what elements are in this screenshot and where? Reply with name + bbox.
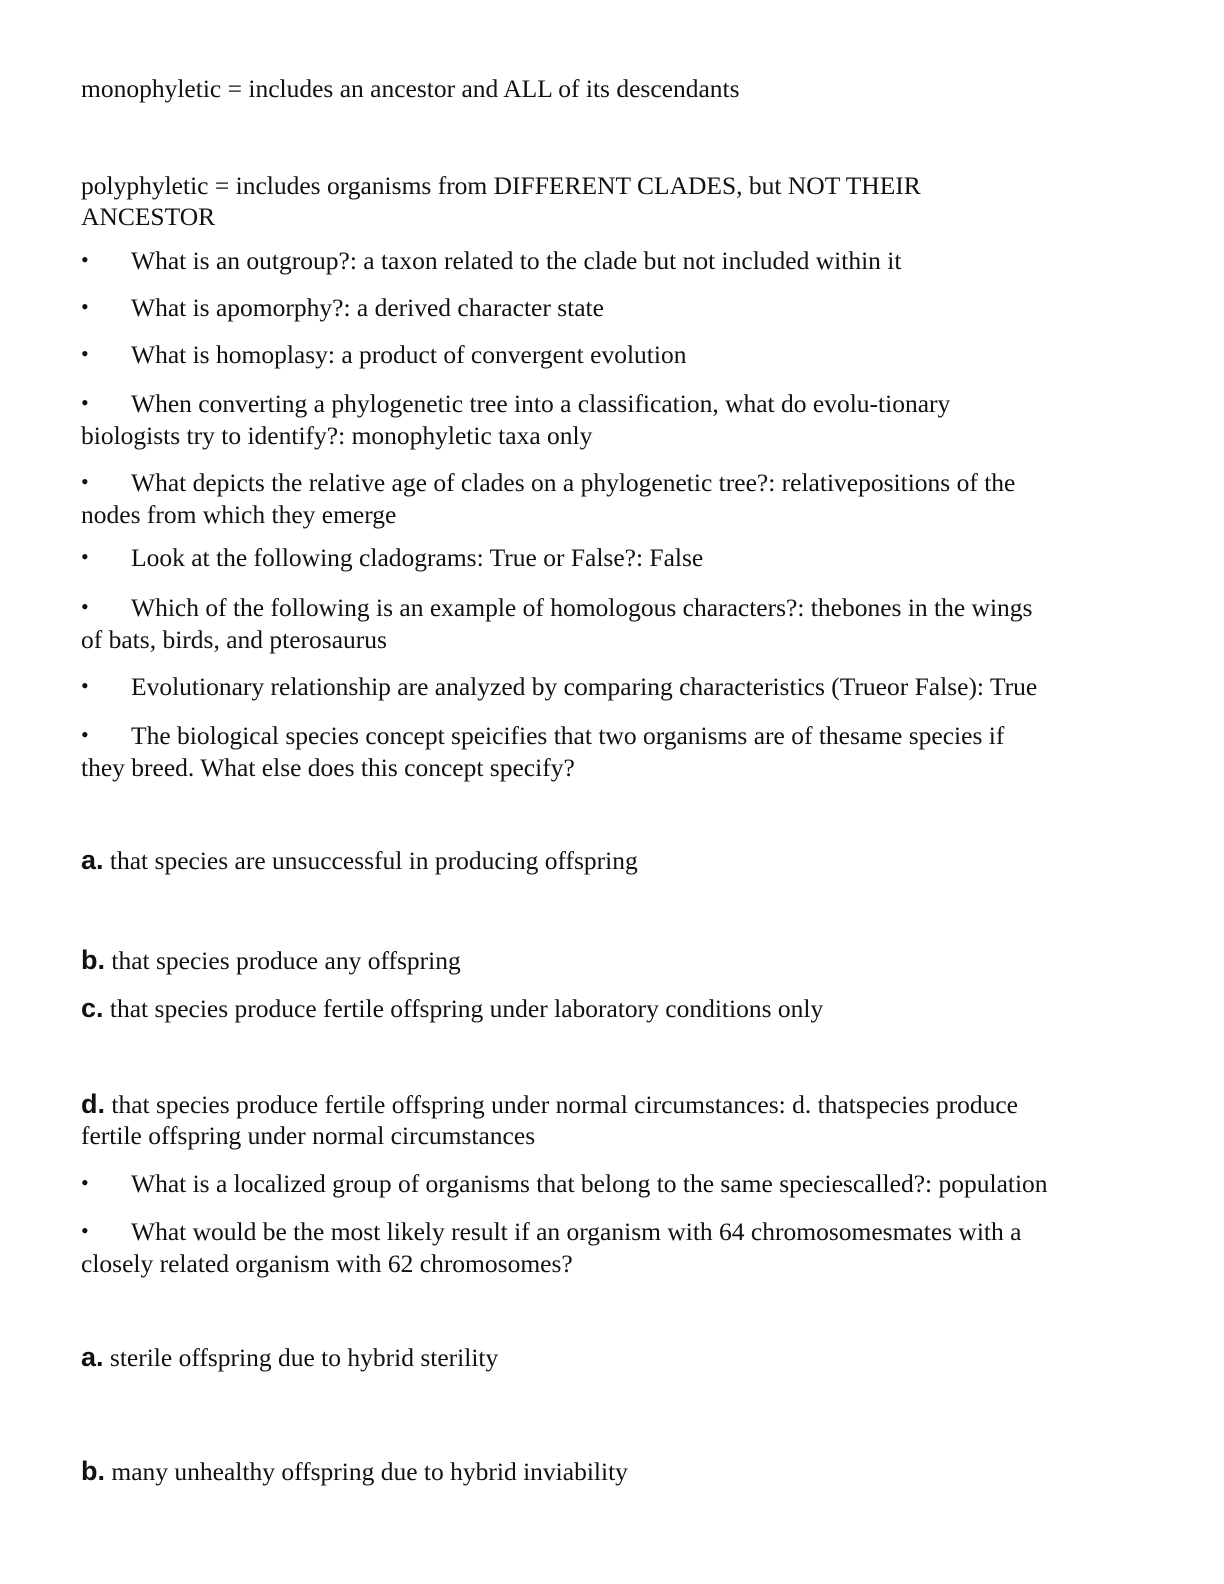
list-item-text: When converting a phylogenetic tree into a classification, what do evolu-tionary <box>131 389 951 418</box>
list-item <box>81 542 1141 574</box>
bullet-icon: • <box>81 594 89 619</box>
list-item-text: they breed. What else does this concept specify? <box>81 753 575 782</box>
list-item-text: What would be the most likely result if an organism with 64 chromosomesmates with a <box>131 1217 1022 1246</box>
list-item <box>81 245 1141 277</box>
answer-option-d <box>81 1089 1141 1151</box>
list-item-text: biologists try to identify?: monophyletic taxa only <box>81 421 593 450</box>
bullet-icon: • <box>81 722 89 747</box>
bullet-icon: • <box>81 341 89 366</box>
bullet-icon: • <box>81 1218 89 1243</box>
option-text: sterile offspring due to hybrid sterility <box>109 1343 499 1372</box>
list-item-text: The biological species concept speicifies that two organisms are of thesame species if <box>131 721 1005 750</box>
option-text: many unhealthy offspring due to hybrid inviability <box>111 1457 628 1486</box>
list-item-text: What depicts the relative age of clades on a phylogenetic tree?: relativepositions of the <box>131 468 1016 497</box>
list-item-text: Which of the following is an example of homologous characters?: thebones in the wings <box>131 593 1033 622</box>
option-text: that species are unsuccessful in producing offspring <box>109 846 638 875</box>
list-item <box>81 671 1141 703</box>
definition-text: ANCESTOR <box>81 202 216 231</box>
list-item <box>81 388 1141 451</box>
option-letter: a. <box>81 1342 104 1372</box>
list-item <box>81 339 1141 371</box>
bullet-icon: • <box>81 469 89 494</box>
option-letter: b. <box>81 1456 105 1486</box>
definition-polyphyletic <box>81 170 1141 232</box>
list-item-text: closely related organism with 62 chromosomes? <box>81 1249 573 1278</box>
option-text: that species produce fertile offspring under laboratory conditions only <box>109 994 824 1023</box>
list-item <box>81 592 1141 655</box>
option-text: that species produce fertile offspring under normal circumstances: d. thatspecies produce <box>111 1090 1018 1119</box>
list-item <box>81 720 1141 783</box>
answer-option-a <box>81 1342 1141 1373</box>
list-item-text: What is an outgroup?: a taxon related to the clade but not included within it <box>131 246 902 275</box>
bullet-icon: • <box>81 1170 89 1195</box>
list-item-text: What is apomorphy?: a derived character state <box>131 293 604 322</box>
option-text: that species produce any offspring <box>111 946 461 975</box>
bullet-icon: • <box>81 294 89 319</box>
bullet-icon: • <box>81 390 89 415</box>
list-item-text: Evolutionary relationship are analyzed by comparing characteristics (Trueor False): True <box>131 672 1038 701</box>
list-item <box>81 1168 1141 1200</box>
option-letter: a. <box>81 845 104 875</box>
list-item-text: What is homoplasy: a product of convergent evolution <box>131 340 687 369</box>
bullet-icon: • <box>81 247 89 272</box>
answer-option-b <box>81 1456 1141 1487</box>
option-letter: b. <box>81 945 105 975</box>
definition-text: monophyletic = includes an ancestor and ALL of its descendants <box>81 74 740 103</box>
answer-option-c <box>81 993 1141 1024</box>
list-item-text: Look at the following cladograms: True or False?: False <box>131 543 704 572</box>
answer-option-b <box>81 945 1141 976</box>
definition-monophyletic <box>81 73 1141 104</box>
list-item <box>81 292 1141 324</box>
bullet-icon: • <box>81 673 89 698</box>
bullet-icon: • <box>81 544 89 569</box>
definition-text: polyphyletic = includes organisms from DIFFERENT CLADES, but NOT THEIR <box>81 171 921 200</box>
list-item-text: of bats, birds, and pterosaurus <box>81 625 387 654</box>
option-letter: d. <box>81 1089 105 1119</box>
answer-option-a <box>81 845 1141 876</box>
option-text: fertile offspring under normal circumstances <box>81 1121 536 1150</box>
list-item <box>81 1216 1141 1279</box>
list-item-text: nodes from which they emerge <box>81 500 397 529</box>
list-item-text: What is a localized group of organisms that belong to the same speciescalled?: population <box>131 1169 1048 1198</box>
option-letter: c. <box>81 993 104 1023</box>
list-item <box>81 467 1141 530</box>
